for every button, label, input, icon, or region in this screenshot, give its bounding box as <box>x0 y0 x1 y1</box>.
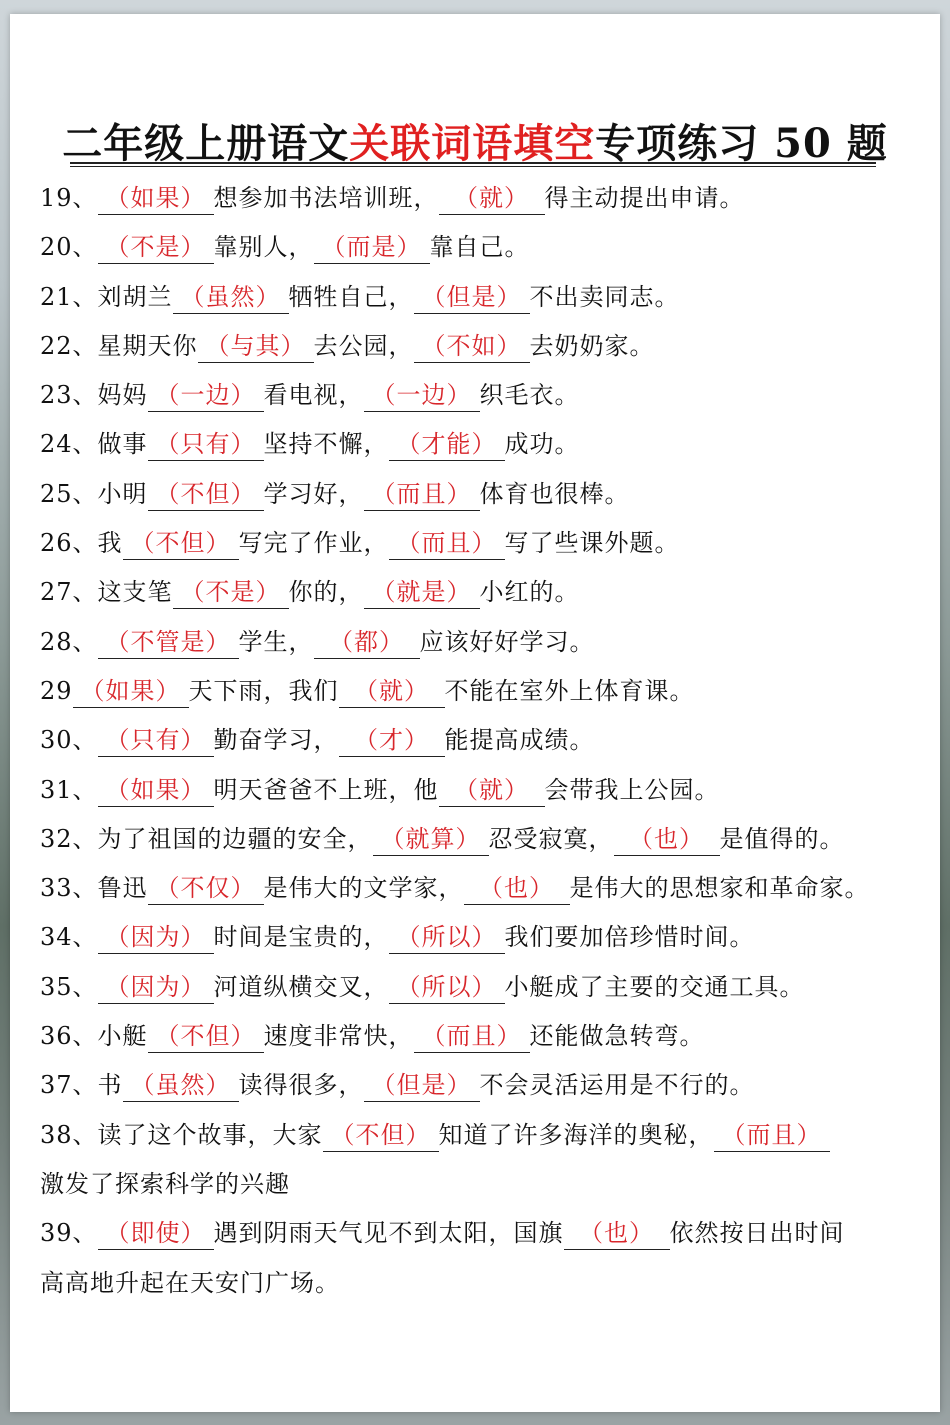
exercise-text: 激发了探索科学的兴趣 <box>40 1169 290 1198</box>
exercise-text: 得主动提出申请。 <box>544 184 745 212</box>
exercise-item <box>40 470 920 519</box>
page-title <box>10 112 940 169</box>
exercise-text: 织毛衣。 <box>479 381 580 410</box>
exercise-continuation <box>40 1160 920 1209</box>
exercise-item <box>40 568 920 617</box>
exercise-text: 做事 <box>97 430 148 459</box>
answer-blank: （ 虽然 ） <box>123 1069 239 1102</box>
exercise-text: 小艇成了主要的交通工具。 <box>504 972 805 1001</box>
exercise-text: 你的， <box>288 578 364 607</box>
answer-blank: （ 但是 ） <box>364 1069 480 1102</box>
answer-blank: （ 如果 ） <box>73 675 189 708</box>
exercise-item <box>40 864 920 913</box>
exercise-number: 36、 <box>40 1022 98 1051</box>
exercise-number: 24、 <box>40 430 98 459</box>
answer-blank: （ 所以 ） <box>389 971 505 1004</box>
answer-blank: （ 不仅 ） <box>148 872 264 905</box>
exercise-item <box>40 913 920 962</box>
exercise-text: 是值得的。 <box>719 824 845 853</box>
exercise-text: 想参加书法培训班， <box>213 184 439 212</box>
answer-blank: （ 不但 ） <box>123 527 239 560</box>
exercise-text: 学习好， <box>263 479 364 508</box>
answer-blank: （ 只有 ） <box>98 724 214 757</box>
exercise-text: 不出卖同志。 <box>529 282 680 311</box>
exercise-text: 能提高成绩。 <box>444 726 595 755</box>
title-part2: 专项练习 50 题 <box>595 120 888 167</box>
answer-blank: （ 不如 ） <box>414 330 530 363</box>
exercise-text: 读了这个故事，大家 <box>97 1120 323 1149</box>
exercise-number: 25、 <box>40 479 98 508</box>
exercise-text: 应该好好学习。 <box>419 627 595 656</box>
exercise-item <box>40 667 920 716</box>
exercise-number: 32、 <box>40 824 98 853</box>
answer-blank: （ 也 ） <box>564 1217 670 1250</box>
exercise-text: 读得很多， <box>238 1071 364 1100</box>
exercise-text: 小艇 <box>97 1022 148 1051</box>
exercise-continuation <box>40 1259 920 1308</box>
answer-blank: （ 就 ） <box>439 182 545 215</box>
exercise-item <box>40 716 920 765</box>
exercise-item <box>40 1061 920 1110</box>
exercise-text: 时间是宝贵的， <box>213 923 389 952</box>
exercise-text: 为了祖国的边疆的安全， <box>97 824 373 853</box>
answer-blank: （ 不但 ） <box>148 1020 264 1053</box>
exercise-number: 38、 <box>40 1120 98 1149</box>
exercise-text: 星期天你 <box>97 331 198 360</box>
answer-blank: （ 而且 ） <box>389 527 505 560</box>
exercise-item <box>40 963 920 1012</box>
answer-blank: （ 都 ） <box>314 626 420 659</box>
answer-blank: （ 不但 ） <box>323 1119 439 1152</box>
exercise-text: 写完了作业， <box>238 529 389 558</box>
worksheet-page <box>10 14 940 1412</box>
exercise-text: 知道了许多海洋的奥秘， <box>438 1120 714 1149</box>
title-highlight: 关联词语填空 <box>349 120 596 167</box>
exercise-number: 34、 <box>40 923 98 952</box>
exercise-text: 牺牲自己， <box>288 282 414 311</box>
exercise-text: 体育也很棒。 <box>479 479 630 508</box>
answer-blank: （ 而且 ） <box>414 1020 530 1053</box>
exercise-number: 37、 <box>40 1071 98 1100</box>
exercise-text: 会带我上公园。 <box>544 775 720 804</box>
title-underline <box>70 162 876 164</box>
exercise-text: 是伟大的文学家， <box>263 874 464 903</box>
answer-blank: （ 虽然 ） <box>173 281 289 314</box>
exercise-text: 勤奋学习， <box>213 726 339 755</box>
exercise-text: 书 <box>97 1071 123 1100</box>
exercise-number: 20、 <box>40 233 98 262</box>
answer-blank: （ 才 ） <box>339 724 445 757</box>
exercise-text: 我 <box>97 529 123 558</box>
exercise-item <box>40 1209 920 1258</box>
exercise-text: 妈妈 <box>97 381 148 410</box>
answer-blank: （ 也 ） <box>614 823 720 856</box>
exercise-text: 去奶奶家。 <box>529 331 655 360</box>
answer-blank: （ 不是 ） <box>173 576 289 609</box>
exercise-item <box>40 519 920 568</box>
exercise-text: 靠自己。 <box>429 233 530 262</box>
answer-blank: （ 就 ） <box>339 675 445 708</box>
answer-blank: （ 就 ） <box>439 774 545 807</box>
exercise-text: 小红的。 <box>479 578 580 607</box>
answer-blank: （ 即使 ） <box>98 1217 214 1250</box>
exercise-number: 28、 <box>40 627 98 656</box>
answer-blank: （ 就是 ） <box>364 576 480 609</box>
exercise-number: 26、 <box>40 529 98 558</box>
title-part1: 二年级上册语文 <box>62 120 350 167</box>
exercise-text: 忍受寂寞， <box>488 824 614 853</box>
exercise-text: 河道纵横交叉， <box>213 972 389 1001</box>
exercise-item <box>40 618 920 667</box>
answer-blank: （ 如果 ） <box>98 182 214 215</box>
exercise-text: 不会灵活运用是不行的。 <box>479 1071 755 1100</box>
exercise-text: 小明 <box>97 479 148 508</box>
exercise-text: 天下雨，我们 <box>188 676 339 705</box>
exercise-text: 明天爸爸不上班，他 <box>213 775 439 804</box>
exercise-item <box>40 420 920 469</box>
answer-blank: （ 也 ） <box>464 872 570 905</box>
answer-blank: （ 但是 ） <box>414 281 530 314</box>
exercise-text: 遇到阴雨天气见不到太阳，国旗 <box>213 1219 564 1248</box>
exercise-text: 这支笔 <box>97 578 173 607</box>
answer-blank: （ 才能 ） <box>389 428 505 461</box>
answer-blank: （ 只有 ） <box>148 428 264 461</box>
exercise-text: 高高地升起在天安门广场。 <box>40 1268 340 1297</box>
exercise-text: 成功。 <box>504 430 580 459</box>
exercise-number: 27、 <box>40 578 98 607</box>
exercise-text: 是伟大的思想家和革命家。 <box>569 874 870 903</box>
exercise-number: 35、 <box>40 972 98 1001</box>
exercise-text: 去公园， <box>313 331 414 360</box>
exercise-item <box>40 1111 920 1160</box>
exercise-text: 鲁迅 <box>97 874 148 903</box>
exercise-number: 22、 <box>40 331 98 360</box>
exercise-number: 19、 <box>40 184 98 212</box>
exercise-item <box>40 815 920 864</box>
exercise-item <box>40 223 920 272</box>
exercise-list <box>40 174 920 1308</box>
answer-blank: （ 而且 ） <box>714 1119 830 1152</box>
exercise-number: 21、 <box>40 282 98 311</box>
exercise-text: 依然按日出时间 <box>669 1219 845 1248</box>
exercise-item <box>40 1012 920 1061</box>
answer-blank: （ 不管是 ） <box>98 626 239 659</box>
exercise-number: 39、 <box>40 1219 98 1248</box>
exercise-item <box>40 371 920 420</box>
answer-blank: （ 一边 ） <box>364 379 480 412</box>
exercise-number: 29 <box>40 676 73 705</box>
answer-blank: （ 不但 ） <box>148 478 264 511</box>
answer-blank: （ 不是 ） <box>98 231 214 264</box>
exercise-text: 速度非常快， <box>263 1022 414 1051</box>
answer-blank: （ 因为 ） <box>98 921 214 954</box>
answer-blank: （ 就算 ） <box>373 823 489 856</box>
exercise-item <box>40 273 920 322</box>
answer-blank: （ 而是 ） <box>314 231 430 264</box>
answer-blank: （ 与其 ） <box>198 330 314 363</box>
answer-blank: （ 如果 ） <box>98 774 214 807</box>
exercise-text: 靠别人， <box>213 233 314 262</box>
exercise-item <box>40 322 920 371</box>
exercise-text: 写了些课外题。 <box>504 529 680 558</box>
exercise-item <box>40 766 920 815</box>
answer-blank: （ 而且 ） <box>364 478 480 511</box>
title-underline-thin <box>70 166 876 167</box>
answer-blank: （ 因为 ） <box>98 971 214 1004</box>
exercise-number: 30、 <box>40 726 98 755</box>
exercise-number: 31、 <box>40 775 98 804</box>
exercise-text: 学生， <box>238 627 314 656</box>
exercise-text: 不能在室外上体育课。 <box>444 676 695 705</box>
exercise-number: 33、 <box>40 874 98 903</box>
exercise-text: 看电视， <box>263 381 364 410</box>
answer-blank: （ 所以 ） <box>389 921 505 954</box>
exercise-number: 23、 <box>40 381 98 410</box>
exercise-text: 刘胡兰 <box>97 282 173 311</box>
exercise-text: 还能做急转弯。 <box>529 1022 705 1051</box>
exercise-text: 我们要加倍珍惜时间。 <box>504 923 755 952</box>
answer-blank: （ 一边 ） <box>148 379 264 412</box>
exercise-text: 坚持不懈， <box>263 430 389 459</box>
exercise-item <box>40 174 920 223</box>
